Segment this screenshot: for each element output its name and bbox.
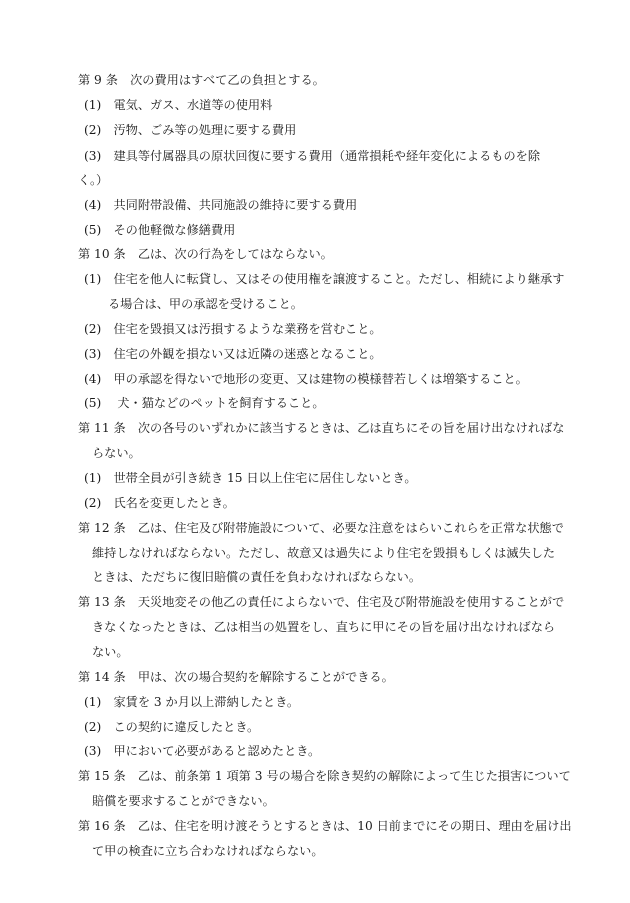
article-9-item-2: (2) 汚物、ごみ等の処理に要する費用 [84,123,297,137]
article-9-item-1: (1) 電気、ガス、水道等の使用料 [84,98,273,112]
article-13-heading: 第 13 条 天災地変その他乙の責任によらないで、住宅及び附帯施設を使用することがで [78,595,565,609]
article-10-item-1: (1) 住宅を他人に転貸し、又はその使用権を譲渡すること。ただし、相続により継承す [84,272,565,286]
article-9-item-5: (5) その他軽微な修繕費用 [84,223,236,237]
article-10-item-5: (5) 犬・猫などのペットを飼育すること。 [84,396,325,410]
article-11-item-2: (2) 氏名を変更したとき。 [84,496,235,510]
article-15-heading: 第 15 条 乙は、前条第 1 項第 3 号の場合を除き契約の解除によって生じた損害について [78,769,571,783]
article-9-item-4: (4) 共同附帯設備、共同施設の維持に要する費用 [84,198,358,212]
article-14-item-1: (1) 家賃を 3 か月以上滞納したとき。 [84,695,300,709]
article-10-heading: 第 10 条 乙は、次の行為をしてはならない。 [78,247,333,261]
article-14-heading: 第 14 条 甲は、次の場合契約を解除することができる。 [78,670,394,684]
article-15-cont: 賠償を要求することができない。 [92,794,275,808]
article-10-item-4: (4) 甲の承認を得ないで地形の変更、又は建物の模様替若しくは増築すること。 [84,372,528,386]
article-11-heading: 第 11 条 次の各号のいずれかに該当するときは、乙は直ちにその旨を届け出なければな [78,421,565,435]
article-9-item-3: (3) 建具等付属器具の原状回復に要する費用（通常損耗や経年変化によるものを除 [84,149,541,163]
article-10-item-3: (3) 住宅の外観を損ない又は近隣の迷惑となること。 [84,347,382,361]
article-13-cont-2: ない。 [92,645,129,659]
article-12-cont-2: ときは、ただちに復旧賠償の責任を負わなければならない。 [92,570,422,584]
article-11-heading-cont: らない。 [92,446,141,460]
article-13-cont-1: きなくなったときは、乙は相当の処置をし、直ちに甲にその旨を届け出なければなら [92,620,556,634]
article-11-item-1: (1) 世帯全員が引き続き 15 日以上住宅に居住しないとき。 [84,471,417,485]
article-10-item-2: (2) 住宅を毀損又は汚損するような業務を営むこと。 [84,322,382,336]
article-10-item-1-cont: る場合は、甲の承認を受けること。 [108,297,303,311]
article-12-cont-1: 維持しなければならない。ただし、故意又は過失により住宅を毀損もしくは滅失した [92,546,556,560]
article-9-item-3-cont: く。） [78,173,109,187]
article-16-cont: て甲の検査に立ち合わなければならない。 [92,844,324,858]
article-12-heading: 第 12 条 乙は、住宅及び附帯施設について、必要な注意をはらいこれらを正常な状態で [78,521,564,535]
article-14-item-2: (2) この契約に違反したとき。 [84,720,260,734]
article-14-item-3: (3) 甲において必要があると認めたとき。 [84,744,321,758]
article-16-heading: 第 16 条 乙は、住宅を明け渡そうとするときは、10 日前までにその期日、理由を届け出 [78,819,572,833]
article-9-heading: 第 9 条 次の費用はすべて乙の負担とする。 [78,73,325,87]
